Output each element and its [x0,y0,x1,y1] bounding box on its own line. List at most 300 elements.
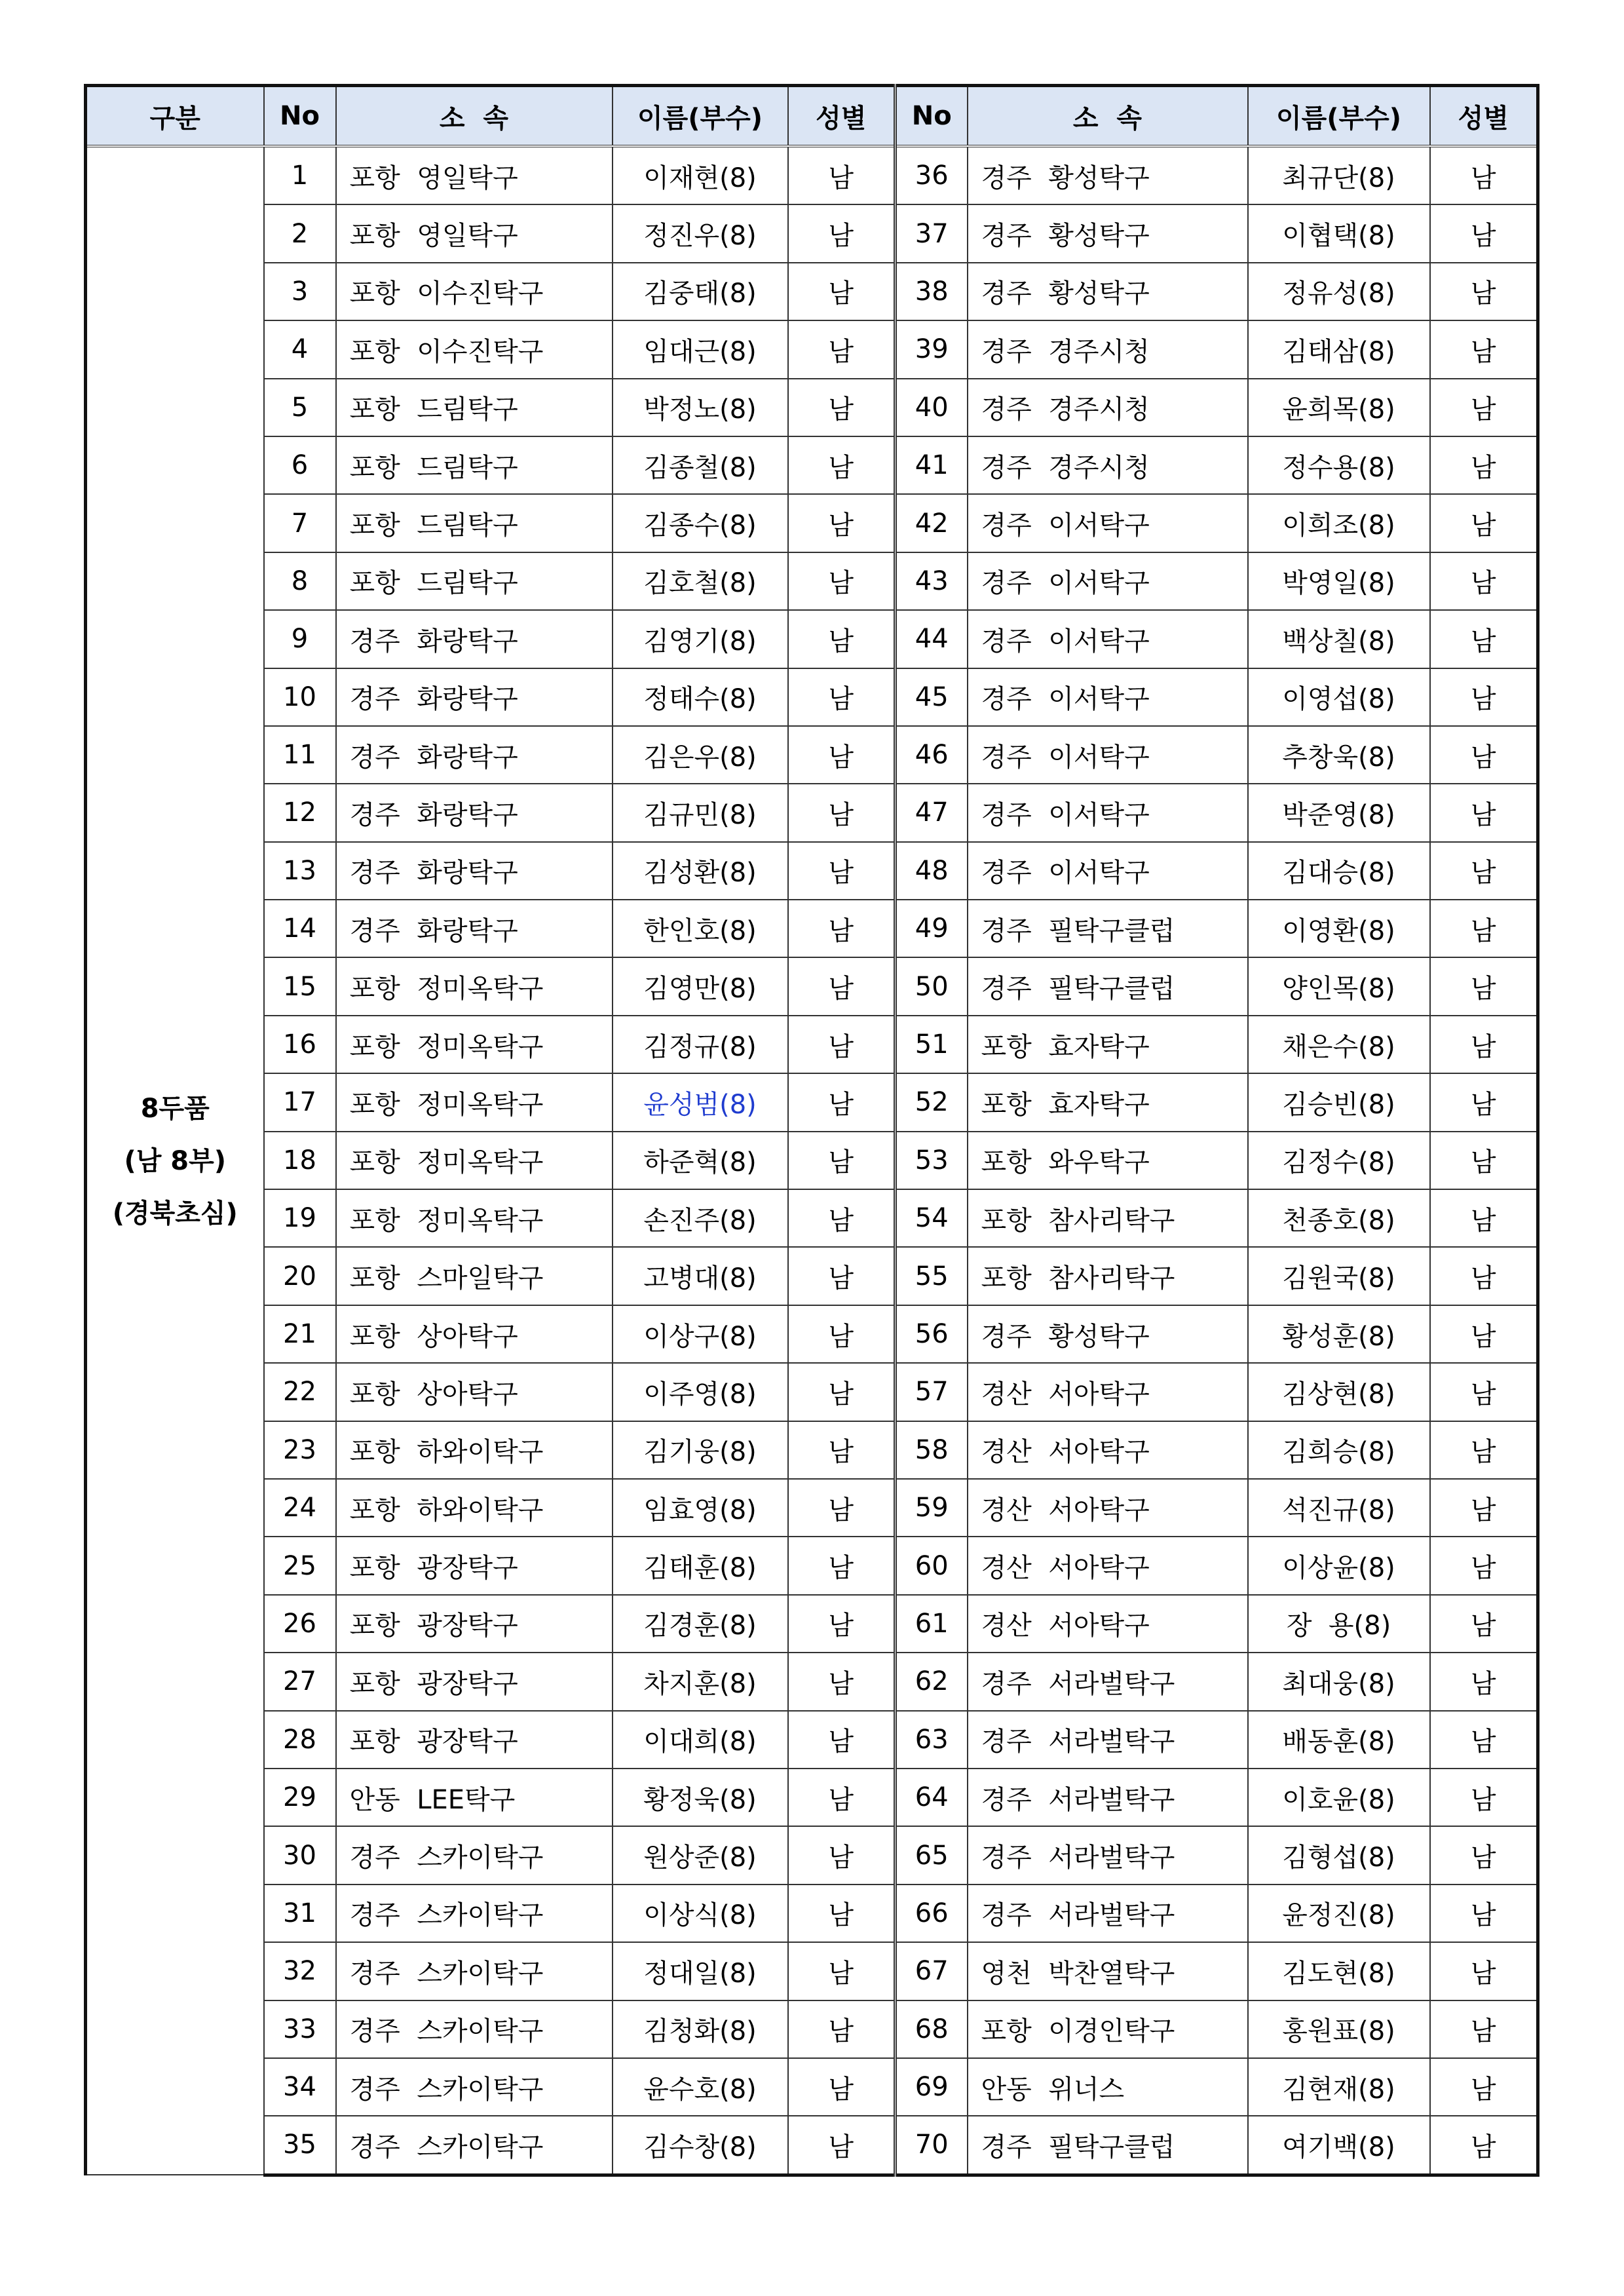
table-row [86,1132,1538,1189]
no-cell: 55 [896,1247,968,1305]
affiliation-cell: 경주 서라벌탁구 [968,1769,1248,1826]
affiliation-cell: 포항 효자탁구 [968,1073,1248,1131]
name-cell: 김형섭(8) [1248,1826,1430,1884]
no-cell: 1 [264,146,336,204]
affiliation-cell: 포항 광장탁구 [336,1595,613,1653]
affiliation-cell: 안동 LEE탁구 [336,1769,613,1826]
gender-cell: 남 [1430,1479,1538,1537]
table-row [86,900,1538,957]
table-row [86,957,1538,1015]
category-line3: (경북초심) [112,1198,238,1229]
table-row [86,668,1538,726]
gender-cell: 남 [788,552,896,610]
name-cell: 이대희(8) [613,1711,788,1769]
gender-cell: 남 [1430,2000,1538,2058]
header-gender-right: 성별 [1430,86,1538,147]
no-cell: 27 [264,1653,336,1710]
no-cell: 42 [896,494,968,552]
name-cell: 김원국(8) [1248,1247,1430,1305]
affiliation-cell: 포항 이수진탁구 [336,263,613,320]
name-cell: 김상현(8) [1248,1363,1430,1421]
no-cell: 33 [264,2000,336,2058]
gender-cell: 남 [788,842,896,900]
no-cell: 52 [896,1073,968,1131]
name-cell: 황정욱(8) [613,1769,788,1826]
affiliation-cell: 경주 이서탁구 [968,784,1248,841]
name-cell: 김영기(8) [613,610,788,668]
table-row [86,610,1538,668]
category-line1: 8두품 [140,1093,210,1124]
table-row [86,1595,1538,1653]
table-row [86,1479,1538,1537]
no-cell: 68 [896,2000,968,2058]
no-cell: 19 [264,1189,336,1247]
gender-cell: 남 [788,900,896,957]
name-cell: 김도현(8) [1248,1942,1430,2000]
affiliation-cell: 경산 서아탁구 [968,1363,1248,1421]
gender-cell: 남 [788,668,896,726]
name-cell: 여기백(8) [1248,2116,1430,2175]
gender-cell: 남 [788,1595,896,1653]
no-cell: 26 [264,1595,336,1653]
table-row [86,379,1538,436]
affiliation-cell: 경주 화랑탁구 [336,784,613,841]
gender-cell: 남 [1430,204,1538,262]
no-cell: 43 [896,552,968,610]
no-cell: 31 [264,1885,336,1942]
name-cell: 정유성(8) [1248,263,1430,320]
no-cell: 11 [264,726,336,784]
name-cell: 윤성범(8) [613,1073,788,1131]
gender-cell: 남 [788,1305,896,1363]
no-cell: 13 [264,842,336,900]
no-cell: 40 [896,379,968,436]
name-cell: 김정규(8) [613,1016,788,1073]
gender-cell: 남 [788,2000,896,2058]
gender-cell: 남 [788,1479,896,1537]
no-cell: 4 [264,320,336,378]
name-cell: 이상식(8) [613,1885,788,1942]
name-cell: 천종호(8) [1248,1189,1430,1247]
table-row [86,1769,1538,1826]
no-cell: 32 [264,1942,336,2000]
name-cell: 황성훈(8) [1248,1305,1430,1363]
no-cell: 6 [264,436,336,494]
no-cell: 24 [264,1479,336,1537]
no-cell: 63 [896,1711,968,1769]
gender-cell: 남 [1430,1537,1538,1594]
gender-cell: 남 [788,1132,896,1189]
affiliation-cell: 경주 황성탁구 [968,146,1248,204]
affiliation-cell: 포항 와우탁구 [968,1132,1248,1189]
name-cell: 김수창(8) [613,2116,788,2175]
gender-cell: 남 [1430,320,1538,378]
table-row [86,726,1538,784]
affiliation-cell: 경주 황성탁구 [968,204,1248,262]
table-row [86,1073,1538,1131]
table-row [86,263,1538,320]
table-row [86,842,1538,900]
name-cell: 석진규(8) [1248,1479,1430,1537]
table-row [86,436,1538,494]
table-row [86,552,1538,610]
header-no-left: No [264,86,336,147]
name-cell: 최규단(8) [1248,146,1430,204]
name-cell: 양인목(8) [1248,957,1430,1015]
no-cell: 39 [896,320,968,378]
name-cell: 채은수(8) [1248,1016,1430,1073]
no-cell: 54 [896,1189,968,1247]
no-cell: 35 [264,2116,336,2175]
table-row [86,1826,1538,1884]
no-cell: 49 [896,900,968,957]
gender-cell: 남 [1430,1826,1538,1884]
gender-cell: 남 [788,1016,896,1073]
gender-cell: 남 [1430,1132,1538,1189]
name-cell: 홍원표(8) [1248,2000,1430,2058]
header-name-right: 이름(부수) [1248,86,1430,147]
name-cell: 이협택(8) [1248,204,1430,262]
no-cell: 38 [896,263,968,320]
name-cell: 정수용(8) [1248,436,1430,494]
no-cell: 29 [264,1769,336,1826]
no-cell: 15 [264,957,336,1015]
name-cell: 원상준(8) [613,1826,788,1884]
affiliation-cell: 경주 황성탁구 [968,263,1248,320]
no-cell: 47 [896,784,968,841]
gender-cell: 남 [1430,726,1538,784]
no-cell: 48 [896,842,968,900]
no-cell: 57 [896,1363,968,1421]
gender-cell: 남 [788,726,896,784]
affiliation-cell: 경산 서아탁구 [968,1421,1248,1479]
gender-cell: 남 [1430,1942,1538,2000]
name-cell: 이상구(8) [613,1305,788,1363]
affiliation-cell: 포항 정미옥탁구 [336,1016,613,1073]
gender-cell: 남 [1430,784,1538,841]
gender-cell: 남 [1430,1305,1538,1363]
affiliation-cell: 경주 화랑탁구 [336,668,613,726]
table-row [86,204,1538,262]
name-cell: 김희승(8) [1248,1421,1430,1479]
no-cell: 5 [264,379,336,436]
no-cell: 61 [896,1595,968,1653]
name-cell: 임효영(8) [613,1479,788,1537]
affiliation-cell: 경주 화랑탁구 [336,842,613,900]
header-no-right: No [896,86,968,147]
gender-cell: 남 [788,2116,896,2175]
no-cell: 18 [264,1132,336,1189]
gender-cell: 남 [788,146,896,204]
name-cell: 김영만(8) [613,957,788,1015]
no-cell: 58 [896,1421,968,1479]
no-cell: 59 [896,1479,968,1537]
no-cell: 17 [264,1073,336,1131]
name-cell: 손진주(8) [613,1189,788,1247]
gender-cell: 남 [1430,552,1538,610]
affiliation-cell: 포항 참사리탁구 [968,1247,1248,1305]
table-row [86,784,1538,841]
gender-cell: 남 [1430,1073,1538,1131]
gender-cell: 남 [1430,1769,1538,1826]
gender-cell: 남 [788,379,896,436]
gender-cell: 남 [1430,900,1538,957]
affiliation-cell: 경주 필탁구클럽 [968,900,1248,957]
affiliation-cell: 경주 화랑탁구 [336,610,613,668]
name-cell: 김기웅(8) [613,1421,788,1479]
roster-body [86,146,1538,2175]
table-row [86,1711,1538,1769]
name-cell: 정대일(8) [613,1942,788,2000]
no-cell: 21 [264,1305,336,1363]
gender-cell: 남 [788,1942,896,2000]
name-cell: 윤정진(8) [1248,1885,1430,1942]
affiliation-cell: 경주 경주시청 [968,436,1248,494]
affiliation-cell: 경주 이서탁구 [968,494,1248,552]
no-cell: 8 [264,552,336,610]
no-cell: 9 [264,610,336,668]
no-cell: 69 [896,2058,968,2116]
affiliation-cell: 포항 상아탁구 [336,1305,613,1363]
header-row [86,86,1538,147]
name-cell: 김태삼(8) [1248,320,1430,378]
affiliation-cell: 경주 스카이탁구 [336,2000,613,2058]
affiliation-cell: 경주 필탁구클럽 [968,957,1248,1015]
gender-cell: 남 [788,1073,896,1131]
affiliation-cell: 포항 드림탁구 [336,379,613,436]
table-row [86,494,1538,552]
affiliation-cell: 포항 스마일탁구 [336,1247,613,1305]
affiliation-cell: 경주 서라벌탁구 [968,1826,1248,1884]
gender-cell: 남 [788,1826,896,1884]
name-cell: 김태훈(8) [613,1537,788,1594]
gender-cell: 남 [788,1247,896,1305]
gender-cell: 남 [1430,1653,1538,1710]
affiliation-cell: 포항 정미옥탁구 [336,1189,613,1247]
affiliation-cell: 포항 하와이탁구 [336,1479,613,1537]
name-cell: 이희조(8) [1248,494,1430,552]
gender-cell: 남 [788,263,896,320]
name-cell: 김경훈(8) [613,1595,788,1653]
no-cell: 28 [264,1711,336,1769]
table-row [86,2000,1538,2058]
no-cell: 56 [896,1305,968,1363]
category-line2: (남 8부) [124,1145,227,1176]
gender-cell: 남 [788,1711,896,1769]
name-cell: 추창욱(8) [1248,726,1430,784]
name-cell: 고병대(8) [613,1247,788,1305]
affiliation-cell: 경주 스카이탁구 [336,1826,613,1884]
no-cell: 51 [896,1016,968,1073]
table-row [86,1421,1538,1479]
name-cell: 장 용(8) [1248,1595,1430,1653]
affiliation-cell: 포항 드림탁구 [336,494,613,552]
affiliation-cell: 경주 황성탁구 [968,1305,1248,1363]
no-cell: 30 [264,1826,336,1884]
table-row [86,2058,1538,2116]
no-cell: 25 [264,1537,336,1594]
no-cell: 37 [896,204,968,262]
header-category: 구분 [86,86,264,147]
name-cell: 백상칠(8) [1248,610,1430,668]
name-cell: 한인호(8) [613,900,788,957]
name-cell: 김은우(8) [613,726,788,784]
gender-cell: 남 [1430,1363,1538,1421]
table-row [86,146,1538,204]
gender-cell: 남 [788,957,896,1015]
table-row [86,1653,1538,1710]
affiliation-cell: 경주 필탁구클럽 [968,2116,1248,2175]
no-cell: 12 [264,784,336,841]
affiliation-cell: 경산 서아탁구 [968,1595,1248,1653]
affiliation-cell: 경주 스카이탁구 [336,2116,613,2175]
table-row [86,1537,1538,1594]
affiliation-cell: 경주 이서탁구 [968,610,1248,668]
gender-cell: 남 [788,1885,896,1942]
no-cell: 16 [264,1016,336,1073]
gender-cell: 남 [788,204,896,262]
affiliation-cell: 경주 화랑탁구 [336,900,613,957]
gender-cell: 남 [788,1421,896,1479]
affiliation-cell: 포항 드림탁구 [336,436,613,494]
gender-cell: 남 [1430,668,1538,726]
no-cell: 14 [264,900,336,957]
gender-cell: 남 [1430,263,1538,320]
affiliation-cell: 경산 서아탁구 [968,1537,1248,1594]
no-cell: 20 [264,1247,336,1305]
no-cell: 7 [264,494,336,552]
affiliation-cell: 안동 위너스 [968,2058,1248,2116]
table-row [86,1305,1538,1363]
name-cell: 윤희목(8) [1248,379,1430,436]
name-cell: 김승빈(8) [1248,1073,1430,1131]
no-cell: 2 [264,204,336,262]
gender-cell: 남 [1430,1247,1538,1305]
name-cell: 박영일(8) [1248,552,1430,610]
name-cell: 김대승(8) [1248,842,1430,900]
gender-cell: 남 [1430,1421,1538,1479]
affiliation-cell: 포항 이수진탁구 [336,320,613,378]
name-cell: 김종철(8) [613,436,788,494]
name-cell: 하준혁(8) [613,1132,788,1189]
gender-cell: 남 [788,784,896,841]
no-cell: 34 [264,2058,336,2116]
affiliation-cell: 포항 영일탁구 [336,146,613,204]
affiliation-cell: 포항 상아탁구 [336,1363,613,1421]
header-affiliation-right: 소 속 [968,86,1248,147]
affiliation-cell: 영천 박찬열탁구 [968,1942,1248,2000]
name-cell: 이호윤(8) [1248,1769,1430,1826]
gender-cell: 남 [1430,842,1538,900]
affiliation-cell: 경주 이서탁구 [968,726,1248,784]
gender-cell: 남 [1430,1885,1538,1942]
affiliation-cell: 포항 영일탁구 [336,204,613,262]
table-row [86,1942,1538,2000]
name-cell: 김종수(8) [613,494,788,552]
name-cell: 정진우(8) [613,204,788,262]
affiliation-cell: 경주 경주시청 [968,320,1248,378]
gender-cell: 남 [788,1653,896,1710]
no-cell: 41 [896,436,968,494]
affiliation-cell: 포항 정미옥탁구 [336,1132,613,1189]
name-cell: 임대근(8) [613,320,788,378]
gender-cell: 남 [788,610,896,668]
name-cell: 정태수(8) [613,668,788,726]
name-cell: 김성환(8) [613,842,788,900]
affiliation-cell: 포항 드림탁구 [336,552,613,610]
gender-cell: 남 [1430,2058,1538,2116]
gender-cell: 남 [1430,1711,1538,1769]
affiliation-cell: 경주 이서탁구 [968,552,1248,610]
affiliation-cell: 포항 정미옥탁구 [336,1073,613,1131]
table-row [86,1885,1538,1942]
gender-cell: 남 [788,1363,896,1421]
gender-cell: 남 [1430,957,1538,1015]
gender-cell: 남 [788,494,896,552]
affiliation-cell: 포항 광장탁구 [336,1653,613,1710]
name-cell: 김중태(8) [613,263,788,320]
gender-cell: 남 [1430,146,1538,204]
gender-cell: 남 [1430,1016,1538,1073]
name-cell: 김청화(8) [613,2000,788,2058]
affiliation-cell: 경주 서라벌탁구 [968,1653,1248,1710]
category-cell [86,146,264,2175]
roster-table [84,84,1539,2177]
gender-cell: 남 [1430,436,1538,494]
gender-cell: 남 [788,1769,896,1826]
name-cell: 이영환(8) [1248,900,1430,957]
no-cell: 65 [896,1826,968,1884]
no-cell: 23 [264,1421,336,1479]
no-cell: 66 [896,1885,968,1942]
affiliation-cell: 경주 화랑탁구 [336,726,613,784]
affiliation-cell: 포항 이경인탁구 [968,2000,1248,2058]
name-cell: 배동훈(8) [1248,1711,1430,1769]
affiliation-cell: 포항 참사리탁구 [968,1189,1248,1247]
name-cell: 윤수호(8) [613,2058,788,2116]
no-cell: 46 [896,726,968,784]
no-cell: 3 [264,263,336,320]
gender-cell: 남 [1430,2116,1538,2175]
affiliation-cell: 경주 이서탁구 [968,842,1248,900]
affiliation-cell: 경주 스카이탁구 [336,1885,613,1942]
name-cell: 김현재(8) [1248,2058,1430,2116]
gender-cell: 남 [1430,379,1538,436]
affiliation-cell: 포항 정미옥탁구 [336,957,613,1015]
table-row [86,1189,1538,1247]
no-cell: 67 [896,1942,968,2000]
affiliation-cell: 포항 광장탁구 [336,1537,613,1594]
name-cell: 이영섭(8) [1248,668,1430,726]
gender-cell: 남 [1430,610,1538,668]
header-gender-left: 성별 [788,86,896,147]
no-cell: 53 [896,1132,968,1189]
no-cell: 44 [896,610,968,668]
name-cell: 이주영(8) [613,1363,788,1421]
gender-cell: 남 [788,436,896,494]
no-cell: 64 [896,1769,968,1826]
header-affiliation-left: 소 속 [336,86,613,147]
no-cell: 50 [896,957,968,1015]
table-row [86,2116,1538,2175]
name-cell: 박준영(8) [1248,784,1430,841]
gender-cell: 남 [1430,1189,1538,1247]
affiliation-cell: 경주 경주시청 [968,379,1248,436]
table-row [86,1016,1538,1073]
gender-cell: 남 [788,1189,896,1247]
gender-cell: 남 [1430,494,1538,552]
no-cell: 62 [896,1653,968,1710]
